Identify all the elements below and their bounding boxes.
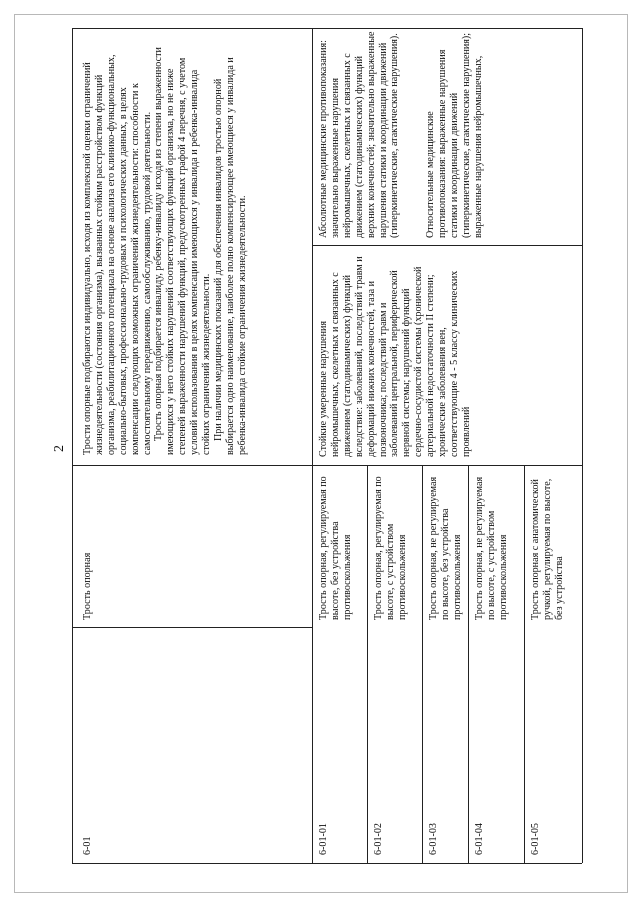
item-name: Трость опорная, не регулируемая по высоте, с устройством противоскольжения xyxy=(474,476,509,620)
item-name: Трость опорная, не регулируемая по высоте, без устройства противоскольжения xyxy=(428,476,463,620)
page-number: 2 xyxy=(52,445,67,452)
group-code: 6-01 xyxy=(82,836,93,855)
item-name: Трость опорная с анатомической ручкой, регулируемая по высоте, без устройства xyxy=(530,478,565,620)
item-code: 6-01-02 xyxy=(373,823,384,855)
medical-contraindications xyxy=(318,30,580,238)
item-code: 6-01-03 xyxy=(428,823,439,855)
absolute-contraindications: Абсолютные медицинские противопоказания: значительно выраженные нарушения нейромышечных, скелетных и связанных с движением (статодинамических) функций верхних конечностей; значительно выраженные нарушения статики и координации движений (гиперкинетические, атактические нарушения). xyxy=(318,31,401,238)
item-name: Трость опорная, регулируемая по высоте, без устройства противоскольжения xyxy=(318,476,353,620)
item-code: 6-01-01 xyxy=(318,823,329,855)
relative-contraindications: Относительные медицинские противопоказания: выраженные нарушения статики и координации движений (гиперкинетические, атактические нарушения); выраженные нарушения нейромышечных, xyxy=(425,32,484,238)
item-name: Трость опорная, регулируемая по высоте, с устройством противоскольжения xyxy=(373,476,408,620)
medical-indications: Стойкие умеренные нарушения нейромышечных, скелетных и связанных с движением (статодинамических) функций вследствие: заболеваний, последствий травм и деформаций нижних конечностей, таза и позвоночника; последствий травм и заболеваний центральной, периферической нервной системы; нарушений функций сердечно-сосудистой системы (хронической артериальной недостаточности II степени; хронические заболевания вен, соответствующие 4 - 5 классу клинических проявлений xyxy=(318,256,472,457)
item-code: 6-01-04 xyxy=(474,823,485,855)
group-name: Трость опорная xyxy=(82,552,93,620)
item-code: 6-01-05 xyxy=(530,823,541,855)
group-description: Трости опорные подбираются индивидуально, исходя из комплексной оценки ограничений жизнедеятельности (состояния организма), вызванных стойким расстройством функций организма, реабилитационного потенциала на основе анализа его клинико-функциональных, социально-бытовых, профессионально-трудовых и психологических данных, в целях компенсации следующих возможных ограничений жизнедеятельности: способности к самостоятельному передвижению, самообслуживанию, трудовой деятельности. Трость опорная подбирается инвалиду, ребенку-инвалиду исходя из степени выраженности имеющихся у него стойких нарушений соответствующих функций организма, но не ниже степеней выраженности нарушений функций, предусмотренных графой 4 перечня, с учетом условий использования в целях компенсации имеющихся у инвалида и ребенка-инвалида стойких ограничений жизнедеятельности. При наличии медицинских показаний для обеспечения инвалидов тростью опорной выбирается одно наименование, наиболее полно компенсирующее имеющиеся у инвалида и ребенка-инвалида стойкие ограничения жизнедеятельности. xyxy=(82,47,248,455)
